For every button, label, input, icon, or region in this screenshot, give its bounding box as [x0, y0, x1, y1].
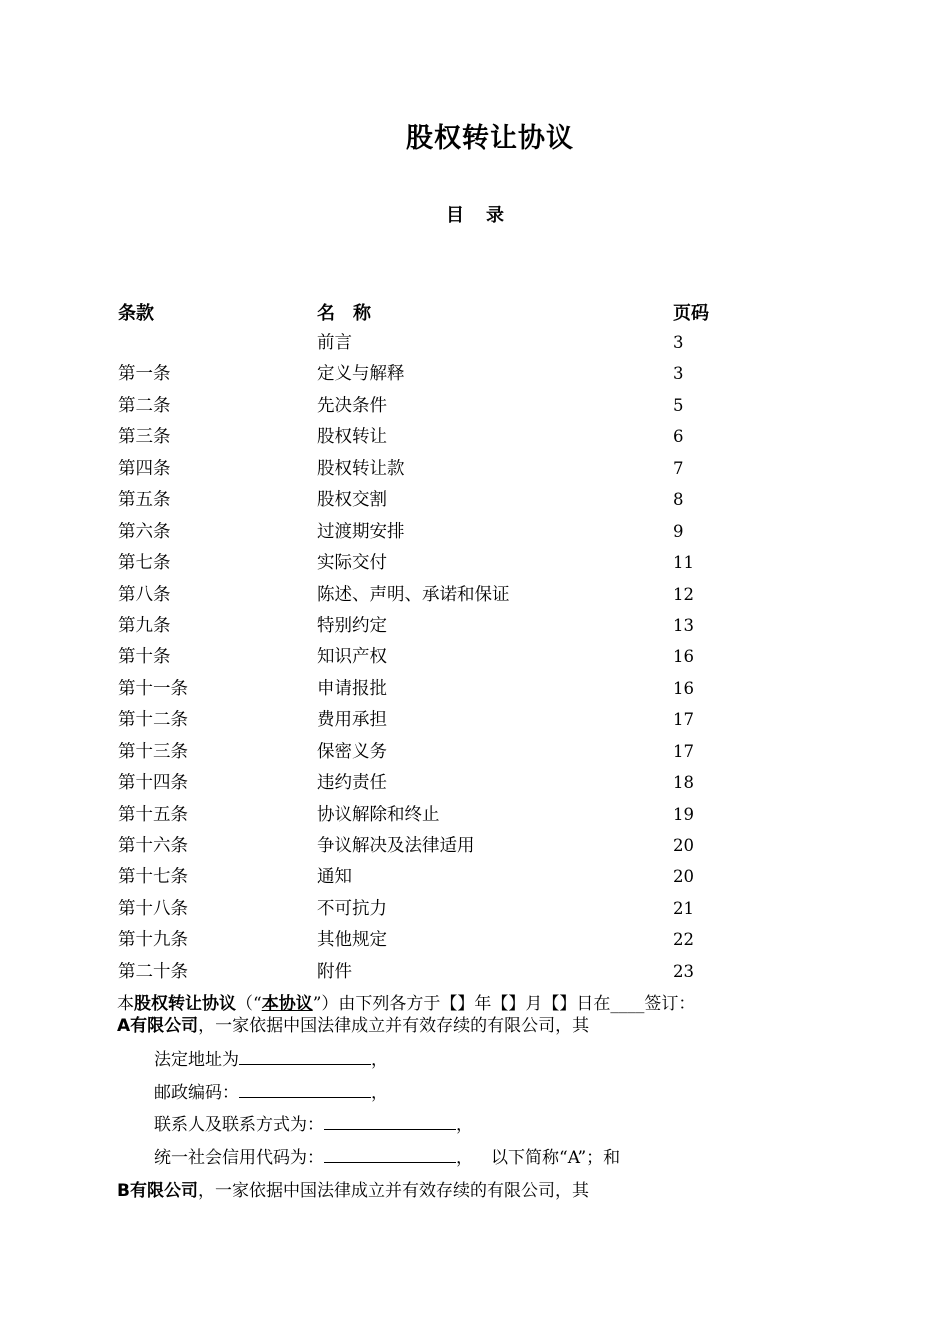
toc-row: [118, 457, 818, 488]
toc-clause: 第四条: [118, 458, 171, 479]
toc-name: 特别约定: [317, 615, 387, 636]
toc-row: [118, 740, 818, 771]
toc-page: 23: [673, 961, 694, 981]
toc-clause: 第一条: [118, 364, 171, 385]
toc-name: 协议解除和终止: [317, 804, 440, 825]
toc-row: [118, 865, 818, 896]
toc-name: 其他规定: [317, 930, 387, 951]
toc-list: [118, 331, 818, 991]
toc-name: 定义与解释: [317, 364, 405, 385]
toc-page: 12: [673, 584, 694, 604]
toc-name: 申请报批: [317, 678, 387, 699]
toc-row: [118, 520, 818, 551]
toc-row: [118, 551, 818, 582]
toc-clause: 第三条: [118, 427, 171, 448]
toc-name: 陈述、声明、承诺和保证: [317, 584, 510, 605]
intro-paragraph: 本股权转让协议（“本协议”）由下列各方于【】年【】月【】日在____签订：: [117, 994, 696, 1014]
toc-page: 11: [673, 553, 694, 573]
toc-row: [118, 897, 818, 928]
party-b-intro: B有限公司，一家依据中国法律成立并有效存续的有限公司，其: [117, 1181, 589, 1201]
toc-page: 9: [673, 521, 684, 541]
toc-clause: 第十条: [118, 647, 171, 668]
toc-page: 21: [673, 898, 694, 918]
toc-name: 实际交付: [317, 553, 387, 574]
credit-code-blank: [324, 1146, 456, 1163]
party-a-intro: A有限公司，一家依据中国法律成立并有效存续的有限公司，其: [117, 1016, 590, 1036]
toc-header-page: 页码: [673, 303, 709, 324]
contact-blank: [324, 1113, 456, 1130]
toc-column-headers: [118, 299, 818, 323]
toc-row: [118, 928, 818, 959]
toc-name: 争议解决及法律适用: [317, 836, 475, 856]
toc-name: 股权转让: [317, 427, 387, 448]
toc-row: [118, 331, 818, 362]
toc-page: 7: [673, 458, 684, 478]
toc-name: 不可抗力: [317, 898, 387, 919]
toc-page: 8: [673, 490, 684, 510]
defined-term: 本协议: [261, 994, 313, 1014]
toc-page: 19: [673, 804, 694, 824]
party-a-credit-code: 统一社会信用代码为： ， 以下简称“A”；和: [154, 1148, 621, 1168]
toc-row: [118, 708, 818, 739]
toc-clause: 第十七条: [118, 867, 188, 888]
toc-clause: 第六条: [118, 521, 171, 542]
toc-page: 13: [673, 615, 694, 635]
toc-page: 16: [673, 678, 694, 698]
toc-name: 过渡期安排: [317, 521, 405, 542]
toc-clause: 第九条: [118, 615, 171, 636]
toc-name: 股权交割: [317, 490, 387, 511]
toc-page: 6: [673, 427, 684, 447]
toc-row: [118, 771, 818, 802]
party-a-postcode: 邮政编码： ，: [154, 1083, 388, 1103]
toc-clause: 第十一条: [118, 678, 188, 699]
toc-row: [118, 394, 818, 425]
toc-row: [118, 488, 818, 519]
toc-row: [118, 645, 818, 676]
toc-name: 保密义务: [317, 741, 387, 762]
party-a-name: A有限公司: [117, 1016, 199, 1036]
toc-row: [118, 960, 818, 991]
party-a-address: 法定地址为 ，: [154, 1050, 388, 1070]
toc-clause: 第十三条: [118, 741, 188, 762]
address-blank: [239, 1048, 371, 1065]
toc-page: 22: [673, 930, 694, 950]
toc-name: 知识产权: [317, 647, 387, 668]
party-b-name: B有限公司: [117, 1181, 198, 1201]
toc-row: [118, 614, 818, 645]
toc-header-clause: 条款: [118, 303, 154, 324]
toc-page: 18: [673, 773, 694, 793]
toc-name: 股权转让款: [317, 458, 405, 479]
toc-page: 16: [673, 647, 694, 667]
toc-name: 附件: [317, 961, 352, 982]
toc-page: 3: [673, 333, 684, 352]
toc-page: 17: [673, 710, 694, 730]
toc-row: [118, 425, 818, 456]
toc-heading: 目 录: [446, 205, 504, 226]
document-title: 股权转让协议: [406, 123, 574, 154]
toc-clause: 第十六条: [118, 836, 188, 856]
toc-clause: 第十九条: [118, 930, 188, 951]
toc-row: [118, 677, 818, 708]
postcode-blank: [239, 1081, 371, 1098]
toc-row: [118, 583, 818, 614]
toc-clause: 第十八条: [118, 898, 188, 919]
toc-clause: 第十二条: [118, 710, 188, 731]
toc-clause: 第十五条: [118, 804, 188, 825]
toc-row: [118, 834, 818, 865]
party-a-contact: 联系人及联系方式为： ，: [154, 1115, 473, 1135]
toc-clause: 第五条: [118, 490, 171, 511]
toc-name: 费用承担: [317, 710, 387, 731]
toc-page: 3: [673, 364, 684, 384]
toc-clause: 第二十条: [118, 961, 188, 982]
toc-page: 5: [673, 395, 684, 415]
toc-header-name: 名 称: [317, 303, 371, 324]
toc-clause: 第八条: [118, 584, 171, 605]
toc-row: [118, 803, 818, 834]
toc-name: 违约责任: [317, 773, 387, 794]
toc-row: [118, 362, 818, 393]
toc-name: 先决条件: [317, 395, 387, 416]
toc-clause: 第七条: [118, 553, 171, 574]
toc-clause: 第二条: [118, 395, 171, 416]
toc-page: 20: [673, 836, 694, 855]
toc-page: 20: [673, 867, 694, 887]
toc-name: 通知: [317, 867, 352, 888]
toc-clause: 第十四条: [118, 773, 188, 794]
toc-page: 17: [673, 741, 694, 761]
toc-name: 前言: [317, 333, 352, 353]
